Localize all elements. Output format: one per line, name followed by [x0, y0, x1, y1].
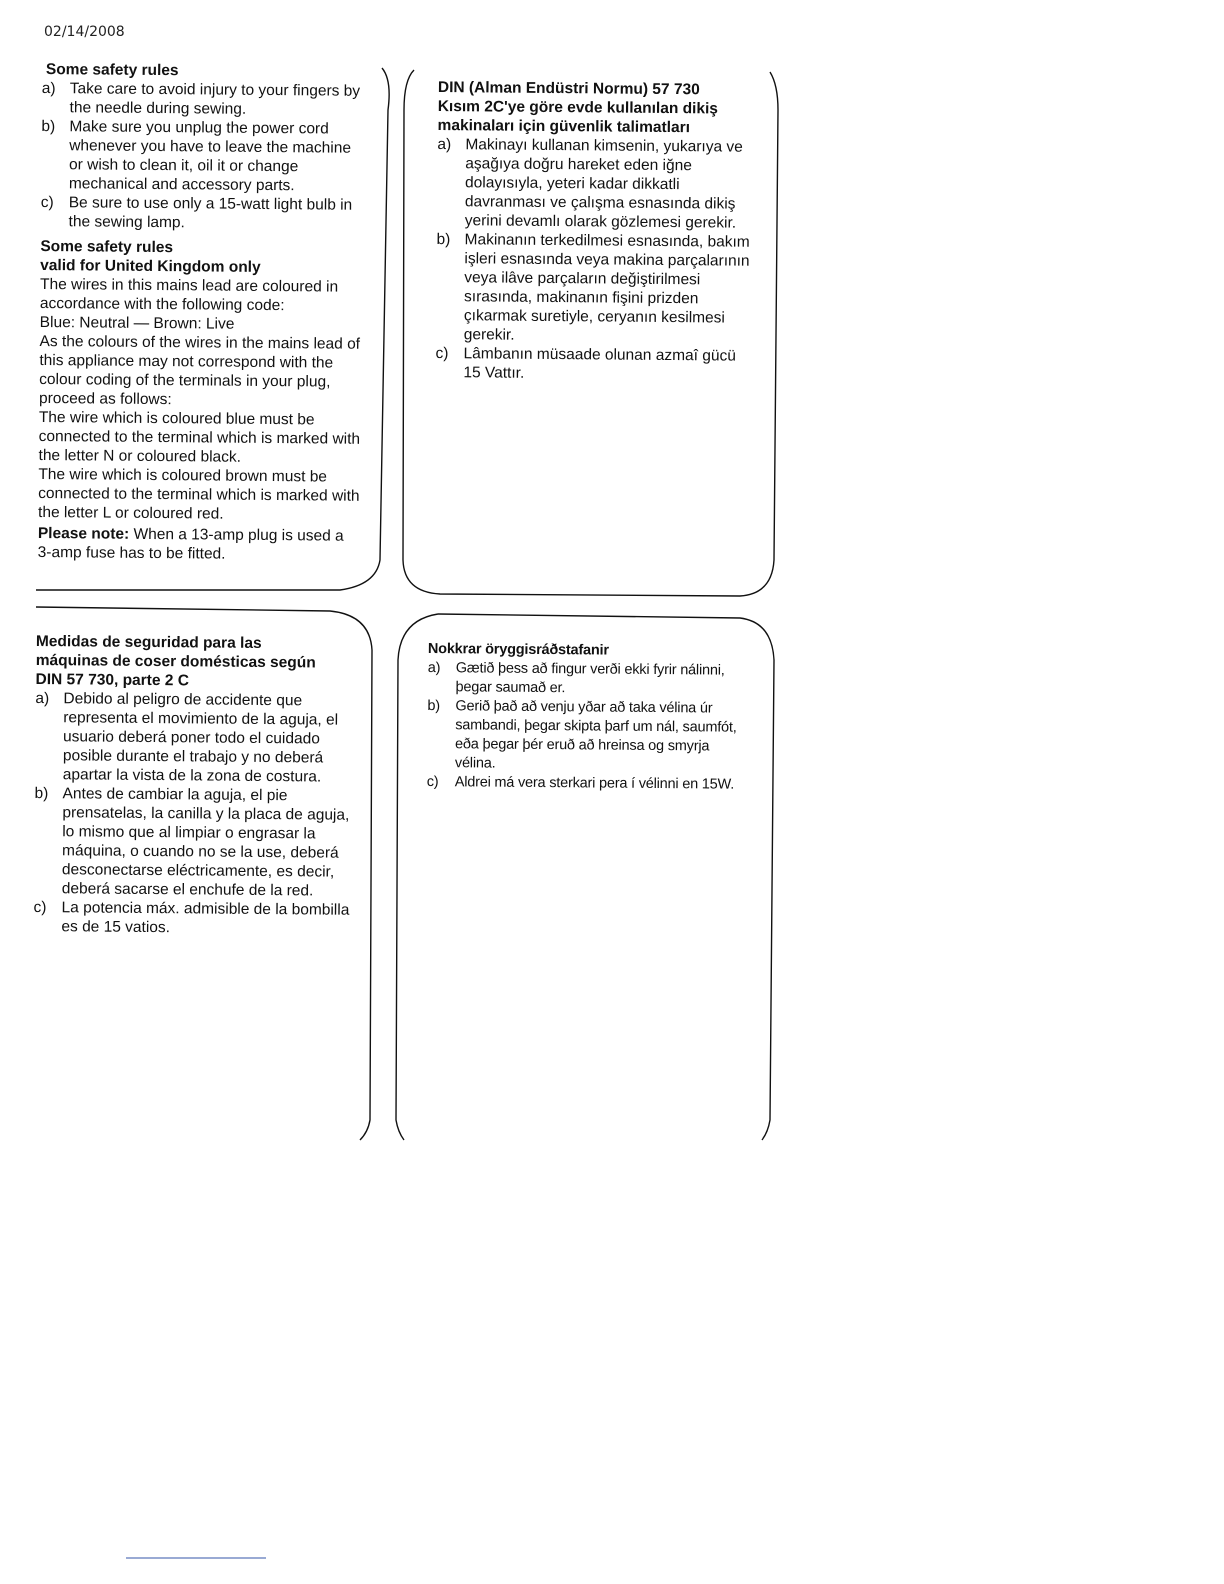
english-item-a [42, 79, 364, 120]
item-label: c) [40, 193, 54, 212]
spanish-item-c [33, 898, 351, 939]
spanish-title-2: máquinas de coser domésticas según [35, 651, 316, 672]
item-text: Lâmbanın müsaade olunan azmaî gücü 15 Vattır. [463, 345, 736, 382]
item-label: c) [426, 773, 439, 791]
spanish-title-3: DIN 57 730, parte 2 C [35, 670, 190, 690]
item-text: Be sure to use only a 15-watt light bulb in the sewing lamp. [68, 194, 353, 232]
item-text: Make sure you unplug the power cord whenever you have to leave the machine or wish to clean it, oil it or change mechanical and accessory parts. [68, 118, 352, 195]
turkish-item-c [435, 344, 755, 385]
english-item-c [41, 193, 363, 234]
page-date: 02/14/2008 [44, 24, 125, 40]
english-section [38, 60, 364, 565]
item-label: a) [35, 689, 50, 708]
icelandic-item-a [428, 659, 754, 700]
item-label: b) [34, 784, 49, 803]
icelandic-item-c [427, 773, 753, 795]
icelandic-section [427, 640, 754, 795]
icelandic-item-b [427, 697, 754, 776]
turkish-section [435, 78, 758, 385]
item-text: Makinayı kullanan kimsenin, yukarıya ve aşağıya doğru hareket eden iğne dolayısıyla, yeteri kadar dikkatli davranması ve çalışma esnasında dikiş yerini devamlı olarak gözlemesi gerekir. [464, 136, 743, 232]
spanish-item-a [35, 689, 354, 787]
item-text: Take care to avoid injury to your fingers by the needle during sewing. [69, 80, 361, 118]
uk-title-2: valid for United Kingdom only [40, 256, 261, 276]
item-label: a) [437, 135, 452, 154]
uk-title-1: Some safety rules [40, 237, 174, 257]
spanish-item-b [34, 784, 353, 901]
item-text: Gætið þess að fingur verði ekki fyrir nálinni, þegar saumað er. [455, 660, 725, 697]
uk-note-text: When a 13-amp plug is used a 3-amp fuse has to be fitted. [37, 525, 344, 563]
item-label: b) [436, 230, 451, 249]
english-title: Some safety rules [45, 61, 179, 80]
item-text: Gerið það að venju yðar að taka vélina úr sambandi, þegar skipta þarf um nál, saumfót, eða þegar þér eruð að hreinsa og smyrja vélina. [454, 698, 737, 772]
icelandic-title: Nokkrar öryggisráðstafanir [427, 640, 609, 659]
item-text: Makinanın terkedilmesi esnasında, bakım işleri esnasında veya makina parçalarının veya ilâve parçaların değiştirilmesi sırasında, makinanın fişini prizden çıkarmak suretiyle, ceryanın kesilmesi gerekir. [463, 231, 750, 344]
uk-paragraph: The wires in this mains lead are coloured in accordance with the following code: [39, 275, 339, 315]
item-label: a) [41, 79, 56, 98]
turkish-title-1: DIN (Alman Endüstri Normu) 57 730 [437, 78, 700, 99]
item-label: c) [435, 344, 449, 363]
english-item-b [41, 117, 364, 196]
item-label: b) [427, 697, 440, 715]
uk-paragraph: As the colours of the wires in the mains lead of this appliance may not correspond with the colour coding of the terminals in your plug, proceed as follows: [38, 332, 361, 409]
item-label: b) [41, 117, 56, 136]
uk-note [38, 524, 360, 565]
turkish-item-b [436, 230, 757, 347]
item-text: Aldrei má vera sterkari pera í vélinni en 15W. [454, 774, 735, 793]
spanish-title-1: Medidas de seguridad para las [35, 632, 262, 652]
item-label: c) [33, 898, 47, 917]
uk-paragraph: Blue: Neutral — Brown: Live [39, 313, 235, 333]
item-label: a) [427, 659, 441, 677]
turkish-title-3: makinaları için güvenlik talimatları [437, 116, 691, 137]
uk-note-label: Please note: [37, 524, 130, 543]
item-text: La potencia máx. admisible de la bombilla es de 15 vatios. [61, 899, 350, 937]
turkish-title-2: Kısım 2C'ye göre evde kullanılan dikiş [437, 97, 719, 118]
turkish-item-a [437, 135, 758, 233]
spanish-section [33, 632, 354, 939]
uk-paragraph: The wire which is coloured brown must be connected to the terminal which is marked with the letter L or coloured red. [37, 465, 360, 523]
item-text: Antes de cambiar la aguja, el pie prensatelas, la canilla y la placa de aguja, lo mismo que al limpiar o engrasar la máquina, o cuando no se la use, deberá desconectarse eléctricamente, es decir, deberá sacarse el enchufe de la red. [61, 785, 350, 900]
item-text: Debido al peligro de accidente que representa el movimiento de la aguja, el usuario deberá poner todo el cuidado posible durante el trabajo y no deberá apartar la vista de la zona de costura. [62, 690, 339, 786]
uk-paragraph: The wire which is coloured blue must be connected to the terminal which is marked with the letter N or coloured black. [38, 408, 361, 466]
